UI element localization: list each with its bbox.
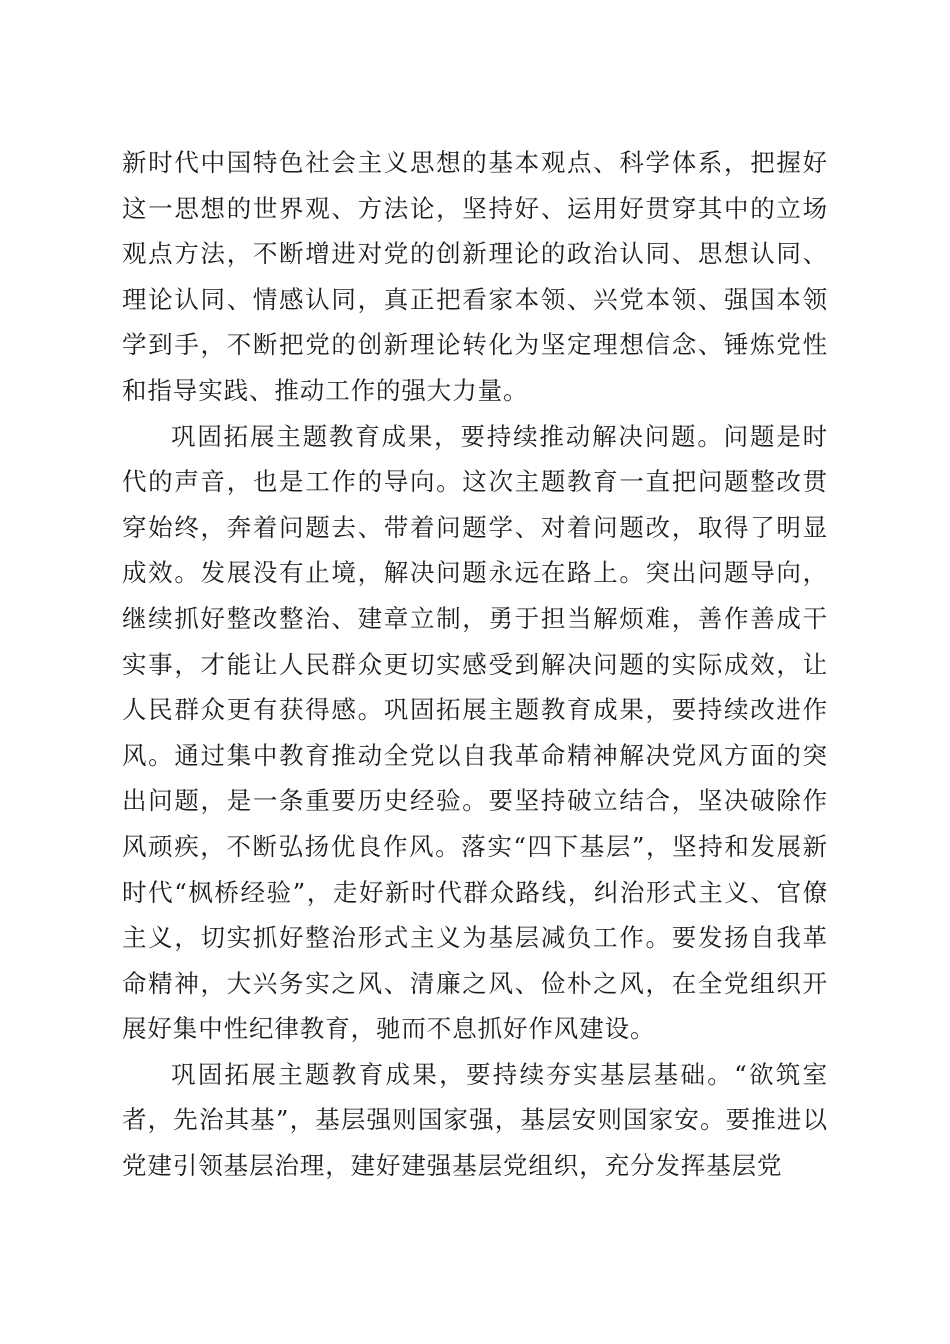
paragraph-1: 新时代中国特色社会主义思想的基本观点、科学体系，把握好这一思想的世界观、方法论，坚持好、运用好贯穿其中的立场观点方法，不断增进对党的创新理论的政治认同、思想认同、理论认同、情感认同，真正把看家本领、兴党本领、强国本领学到手，不断把党的创新理论转化为坚定理想信念、锤炼党性和指导实践、推动工作的强大力量。: [122, 148, 828, 405]
paragraph-3: 巩固拓展主题教育成果，要持续夯实基层基础。“欲筑室者，先治其基”，基层强则国家强，基层安则国家安。要推进以党建引领基层治理，建好建强基层党组织，充分发挥基层党: [122, 1059, 828, 1181]
body-text: [122, 140, 828, 1189]
paragraph-2: 巩固拓展主题教育成果，要持续推动解决问题。问题是时代的声音，也是工作的导向。这次主题教育一直把问题整改贯穿始终，奔着问题去、带着问题学、对着问题改，取得了明显成效。发展没有止境，解决问题永远在路上。突出问题导向，继续抓好整改整治、建章立制，勇于担当解烦难，善作善成干实事，才能让人民群众更切实感受到解决问题的实际成效，让人民群众更有获得感。巩固拓展主题教育成果，要持续改进作风。通过集中教育推动全党以自我革命精神解决党风方面的突出问题，是一条重要历史经验。要坚持破立结合，坚决破除作风顽疾，不断弘扬优良作风。落实“四下基层”，坚持和发展新时代“枫桥经验”，走好新时代群众路线，纠治形式主义、官僚主义，切实抓好整治形式主义为基层减负工作。要发扬自我革命精神，大兴务实之风、清廉之风、俭朴之风，在全党组织开展好集中性纪律教育，驰而不息抓好作风建设。: [122, 421, 828, 1044]
